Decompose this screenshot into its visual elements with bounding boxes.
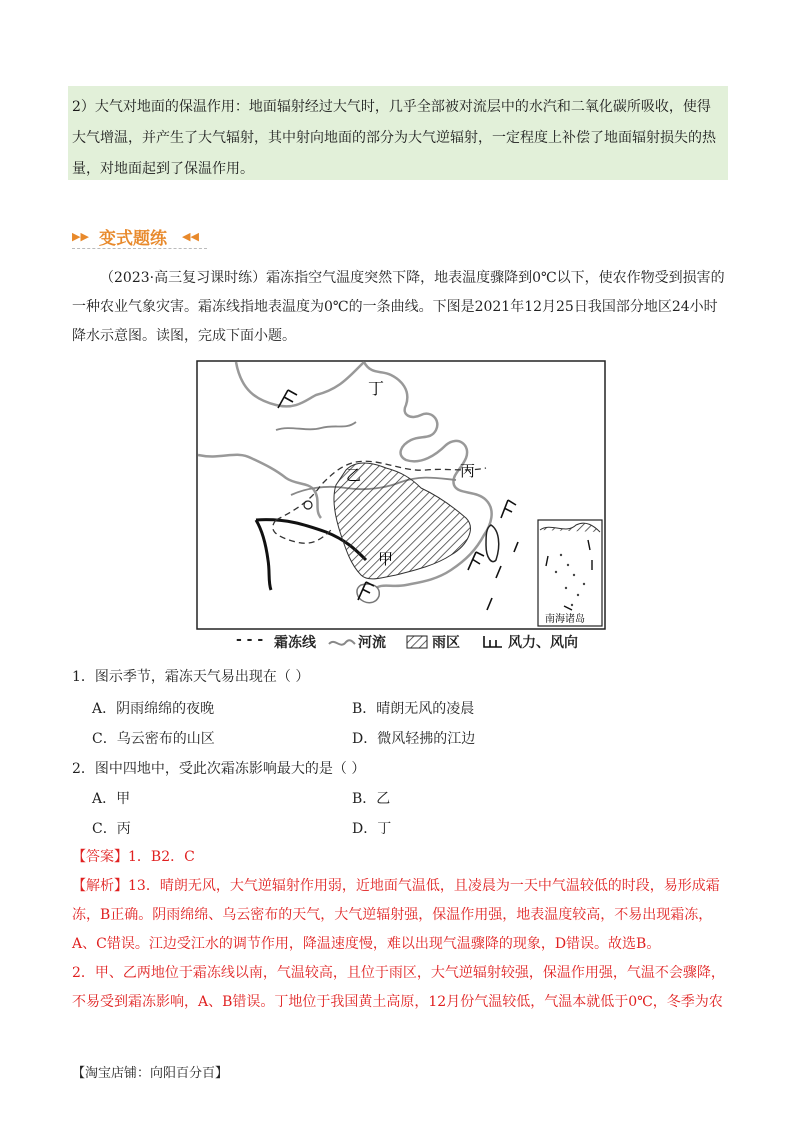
answer-text: 1．B2．C [128,849,195,865]
inset-label: 南海诸岛 [545,614,585,625]
q1-option-c: C．乌云密布的山区 [92,731,215,747]
south-sea-inset [538,520,602,626]
answer-line [72,846,195,866]
precipitation-map [196,360,606,630]
q2-option-d: D．丁 [352,821,392,837]
legend-river-symbol [328,636,356,650]
section-title: 变式题练 [99,229,167,249]
q2-option-b: B．乙 [352,791,391,807]
footer-shop-note: 【淘宝店铺：向阳百分百】 [72,1066,229,1081]
question-2-stem: 2．图中四地中，受此次霜冻影响最大的是（ ） [72,761,366,777]
legend-wind-symbol [482,635,504,649]
legend-frost-line-symbol: - - - [236,632,264,648]
section-heading [72,224,212,248]
label-ding: 丁 [368,379,385,398]
analysis-block [72,872,732,1017]
intro-text: （2023·高三复习课时练）霜冻指空气温度突然下降，地表温度骤降到0℃以下，使农作物受到损害的一种农业气象灾害。霜冻线指地表温度为0℃的一条曲线。下图是2021年12月25日我国部分地区24小时降水示意图。读图，完成下面小题。 [72,270,725,344]
legend-rain-area: 雨区 [432,635,460,651]
label-jia: 甲 [378,550,394,568]
q2-option-a: A．甲 [92,791,131,807]
label-yi: 乙 [346,466,362,484]
analysis-text-1: 13．晴朗无风，大气逆辐射作用弱，近地面气温低，且凌晨为一天中气温较低的时段，易形成霜冻，B正确。阴雨绵绵、乌云密布的天气，大气逆辐射强，保温作用强，地表温度较高，不易出现霜冻，A、C错误。江边受江水的调节作用，降温速度慢，难以出现气温骤降的现象，D错误。故选B。 [72,878,720,952]
city-marker [304,501,312,509]
legend-wind: 风力、风向 [508,635,578,651]
q1-option-b: B．晴朗无风的凌晨 [352,701,475,717]
answer-label: 【答案】 [72,849,128,865]
section-divider [72,248,207,249]
question-1-stem: 1．图示季节，霜冻天气易出现在（ ） [72,669,310,685]
q1-option-a: A．阴雨绵绵的夜晚 [92,701,215,717]
legend-frost-line: 霜冻线 [274,635,316,651]
knowledge-box [68,86,728,180]
double-arrow-right-icon: ▶▶ [72,230,89,243]
question-intro [72,264,728,351]
map-legend [236,632,596,654]
knowledge-text: 2）大气对地面的保温作用：地面辐射经过大气时，几乎全部被对流层中的水汽和二氧化碳所吸收，使得大气增温，并产生了大气辐射，其中射向地面的部分为大气逆辐射，一定程度上补偿了地面辐射损失的热量，对地面起到了保温作用。 [72,99,716,177]
legend-river: 河流 [358,635,386,651]
analysis-paragraph-2: 2．甲、乙两地位于霜冻线以南，气温较高，且位于雨区，大气逆辐射较强，保温作用强，气温不会骤降，不易受到霜冻影响，A、B错误。丁地位于我国黄土高原，12月份气温较低，气温本就低于0℃，冬季为农 [72,965,725,1010]
analysis-label: 【解析】 [72,878,128,894]
label-bing: 丙 [460,462,476,480]
legend-rain-symbol [406,635,428,649]
q2-option-c: C．丙 [92,821,131,837]
analysis-paragraph-1 [72,872,732,959]
double-arrow-left-icon: ◀◀ [182,230,199,243]
q1-option-d: D．微风轻拂的江边 [352,731,476,747]
map-svg [196,360,606,630]
